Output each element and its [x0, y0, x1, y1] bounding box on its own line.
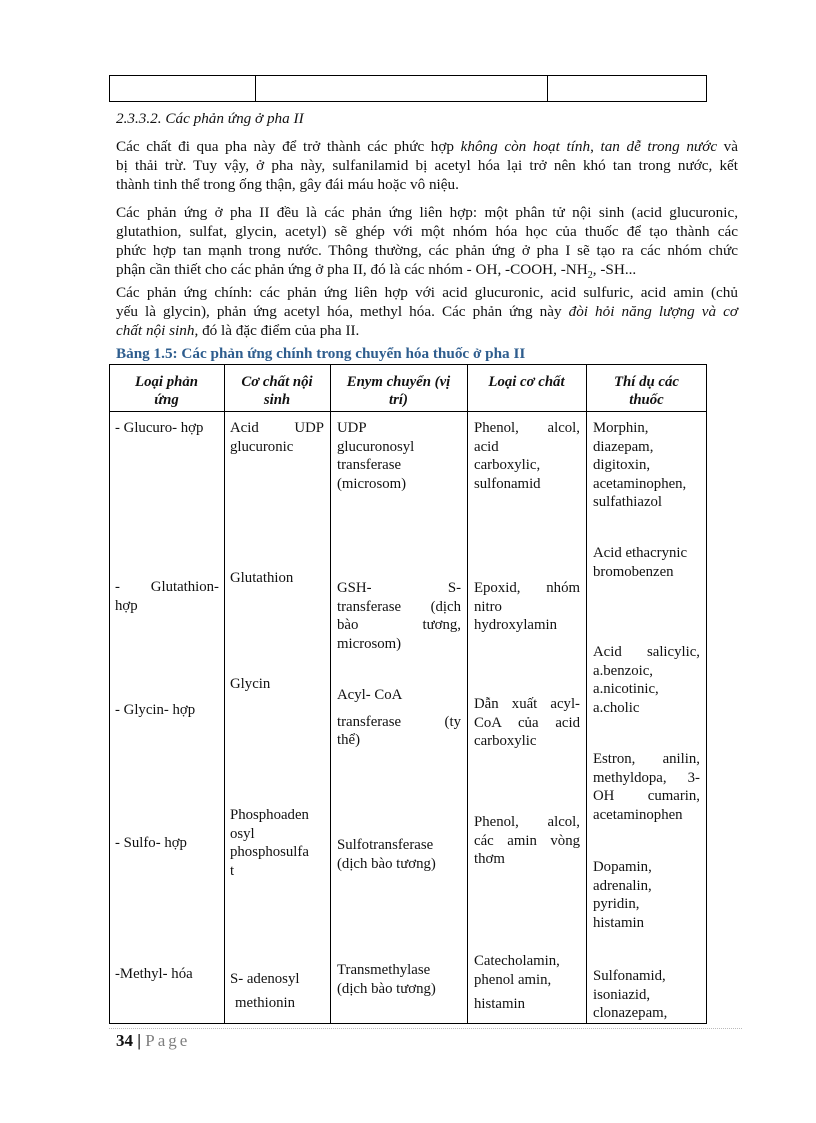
- cell-text: histamin: [593, 914, 644, 931]
- header-enzyme: [330, 373, 467, 409]
- cell-text: Acid UDP: [230, 420, 324, 436]
- top-table-divider: [547, 76, 548, 101]
- examples-methyl: [593, 858, 652, 932]
- header-text: ứng: [154, 392, 179, 408]
- cell-text: Acid ethacrynic: [593, 545, 688, 561]
- header-text: Loại cơ chất: [488, 374, 565, 390]
- table-caption: Bảng 1.5: Các phản ứng chính trong chuyển hóa thuốc ở pha II: [116, 345, 526, 362]
- examples-other: [593, 967, 667, 1023]
- footer-separator: |: [137, 1031, 141, 1050]
- header-text: Loại phản: [135, 374, 198, 390]
- cell-text: (dịch bào tương): [337, 855, 436, 872]
- cell-text: adrenalin,: [593, 877, 652, 894]
- header-drug-examples: [586, 373, 707, 409]
- section-heading: 2.3.3.2. Các phản ứng ở pha II: [116, 110, 304, 127]
- header-text: Thí dụ các: [614, 374, 679, 390]
- cell-text: osyl: [230, 825, 255, 842]
- paragraph-1-line-2: bị thải trừ. Tuy vậy, ở pha này, sulfanilamid bị acetyl hóa lại trở nên khó tan trong nước, kết: [116, 157, 738, 174]
- paragraph-2-line-1: Các phản ứng ở pha II đều là các phản ứng liên hợp: một phân tử nội sinh (acid glucuronic,: [116, 204, 738, 221]
- cell-text: histamin: [474, 996, 525, 1012]
- header-text: trí): [389, 392, 408, 408]
- cell-text: a.benzoic,: [593, 662, 653, 679]
- cell-text: nitro: [474, 598, 502, 615]
- page-number: 34: [116, 1031, 133, 1050]
- top-table-divider: [255, 76, 256, 101]
- cell-text: t: [230, 862, 235, 879]
- paragraph-1-line-3: thành tinh thể trong ống thận, gây đái máu hoặc vô niệu.: [116, 176, 459, 193]
- cell-text: digitoxin,: [593, 457, 651, 473]
- cell-text: transferase: [337, 457, 402, 473]
- paragraph-3-line-1: Các phản ứng chính: các phản ứng liên hợp với acid glucuronic, acid sulfuric, acid amin (chủ: [116, 284, 738, 301]
- enzyme-glycin: [337, 686, 461, 750]
- cell-text: Phosphoaden: [230, 807, 309, 823]
- paragraph-2: [116, 203, 738, 285]
- enzyme-glutathion: [337, 579, 461, 653]
- top-table-fragment: [109, 75, 707, 102]
- substrate-glucuro: [230, 419, 324, 456]
- header-text: Cơ chất nội: [241, 374, 313, 390]
- cell-text: hydroxylamin: [474, 617, 558, 633]
- cell-text: Acyl- CoA: [337, 687, 403, 703]
- header-endogenous-substrate: [224, 373, 330, 409]
- cell-text: các amin vòng: [474, 832, 580, 849]
- cell-text: clonazepam,: [593, 1005, 668, 1021]
- examples-glucuro: [593, 419, 686, 512]
- cell-text: diazepam,: [593, 438, 654, 455]
- cell-text: Phenol, alcol,: [474, 814, 580, 830]
- cell-text: (dịch bào tương): [337, 980, 436, 997]
- reaction-glucuro: - Glucuro- hợp: [115, 420, 204, 436]
- cell-text: Acid salicylic,: [593, 644, 700, 660]
- substrate-type-methyl: [474, 952, 560, 1014]
- page-label: Page: [145, 1031, 191, 1050]
- paragraph-3-line-2: yếu là glycin), phản ứng acetyl hóa, methyl hóa. Các phản ứng này đòi hỏi năng lượng và cơ: [116, 303, 739, 320]
- paragraph-1: [116, 137, 738, 194]
- cell-text: thể): [337, 732, 361, 748]
- column-divider: [586, 364, 587, 1024]
- footer-rule: [109, 1028, 742, 1029]
- cell-text: isoniazid,: [593, 986, 651, 1003]
- cell-text: Dẫn xuất acyl-: [474, 696, 580, 712]
- cell-text: glucuronic: [230, 438, 294, 455]
- column-divider: [330, 364, 331, 1024]
- paragraph-3: [116, 283, 738, 340]
- cell-text: thơm: [474, 851, 505, 867]
- cell-text: carboxylic,: [474, 457, 541, 473]
- cell-text: acetaminophen,: [593, 475, 687, 492]
- cell-text: (microsom): [337, 475, 407, 492]
- paragraph-2-line-2: glutathion, sulfat, glycin, acetyl) sẽ ghép với một nhóm hóa học của thuốc để tạo thành các: [116, 223, 738, 240]
- enzyme-glucuro: [337, 419, 414, 493]
- page-footer: [116, 1031, 190, 1051]
- substrate-type-glycin: [474, 695, 580, 751]
- substrate-methyl: [230, 967, 299, 1015]
- cell-text: Estron, anilin,: [593, 751, 700, 767]
- reaction-methyl: -Methyl- hóa: [115, 966, 193, 982]
- cell-text: Sulfonamid,: [593, 968, 666, 984]
- examples-glutathion: [593, 544, 687, 581]
- cell-text: Dopamin,: [593, 859, 652, 875]
- header-text: sinh: [263, 392, 291, 408]
- reaction-glutathion: [115, 578, 219, 615]
- cell-text: a.nicotinic,: [593, 681, 659, 697]
- paragraph-3-line-3: chất nội sinh, đó là đặc điểm của pha II.: [116, 322, 360, 339]
- reaction-sulfo: - Sulfo- hợp: [115, 835, 187, 851]
- cell-text: phenol amin,: [474, 971, 552, 988]
- cell-text: Phenol, alcol,: [474, 420, 580, 436]
- cell-text: pyridin,: [593, 896, 640, 912]
- header-divider: [109, 411, 707, 412]
- substrate-sulfo: [230, 806, 309, 880]
- column-divider: [224, 364, 225, 1024]
- cell-text: Morphin,: [593, 420, 649, 436]
- cell-text: methyldopa, 3-: [593, 769, 700, 786]
- cell-text: Epoxid, nhóm: [474, 580, 580, 596]
- enzyme-sulfo: [337, 836, 436, 873]
- cell-text: UDP: [337, 420, 367, 436]
- cell-text: microsom): [337, 635, 402, 652]
- paragraph-2-line-4: phận cần thiết cho các phản ứng ở pha II, đó là các nhóm - OH, -COOH, $-NH_2$, -SH...: [116, 261, 637, 282]
- cell-text: bromobenzen: [593, 563, 674, 580]
- cell-text: carboxylic: [474, 733, 537, 749]
- cell-text: CoA của acid: [474, 714, 580, 731]
- column-divider: [467, 364, 468, 1024]
- cell-text: transferase (ty: [337, 713, 461, 730]
- cell-text: hợp: [115, 597, 138, 614]
- cell-text: OH cumarin,: [593, 788, 700, 804]
- header-substrate-type: [467, 373, 586, 391]
- header-text: Enym chuyển (vị: [346, 374, 451, 390]
- substrate-glycin: Glycin: [230, 676, 271, 692]
- cell-text: Sulfotransferase: [337, 837, 434, 853]
- substrate-glutathion: Glutathion: [230, 570, 294, 586]
- cell-text: sulfathiazol: [593, 494, 663, 510]
- examples-sulfo: [593, 750, 700, 824]
- paragraph-1-line-1: Các chất đi qua pha này để trở thành các phức hợp không còn hoạt tính, tan dễ trong nước và: [116, 138, 738, 155]
- examples-glycin: [593, 643, 700, 717]
- cell-text: GSH- S-: [337, 580, 461, 596]
- cell-text: S- adenosyl: [230, 971, 300, 987]
- cell-text: Catecholamin,: [474, 953, 560, 969]
- cell-text: sulfonamid: [474, 475, 541, 492]
- cell-text: - Glutathion-: [115, 579, 219, 595]
- enzyme-methyl: [337, 961, 436, 998]
- cell-text: bào tương,: [337, 617, 461, 633]
- cell-text: methionin: [235, 995, 296, 1011]
- reaction-table: [109, 364, 707, 1024]
- header-text: thuốc: [629, 392, 664, 408]
- substrate-type-sulfo: [474, 813, 580, 869]
- header-reaction-type: [109, 373, 224, 409]
- cell-text: acid: [474, 438, 499, 455]
- cell-text: glucuronosyl: [337, 438, 415, 455]
- cell-text: Transmethylase: [337, 962, 431, 978]
- cell-text: a.cholic: [593, 699, 640, 716]
- substrate-type-glucuro: [474, 419, 580, 493]
- cell-text: acetaminophen: [593, 806, 683, 823]
- paragraph-2-line-3: phức hợp tan mạnh trong nước. Thông thường, các phản ứng ở pha I sẽ tạo ra các nhóm chức: [116, 242, 738, 259]
- reaction-glycin: - Glycin- hợp: [115, 702, 196, 718]
- cell-text: phosphosulfa: [230, 844, 309, 860]
- cell-text: transferase (dịch: [337, 598, 461, 615]
- substrate-type-glutathion: [474, 579, 580, 635]
